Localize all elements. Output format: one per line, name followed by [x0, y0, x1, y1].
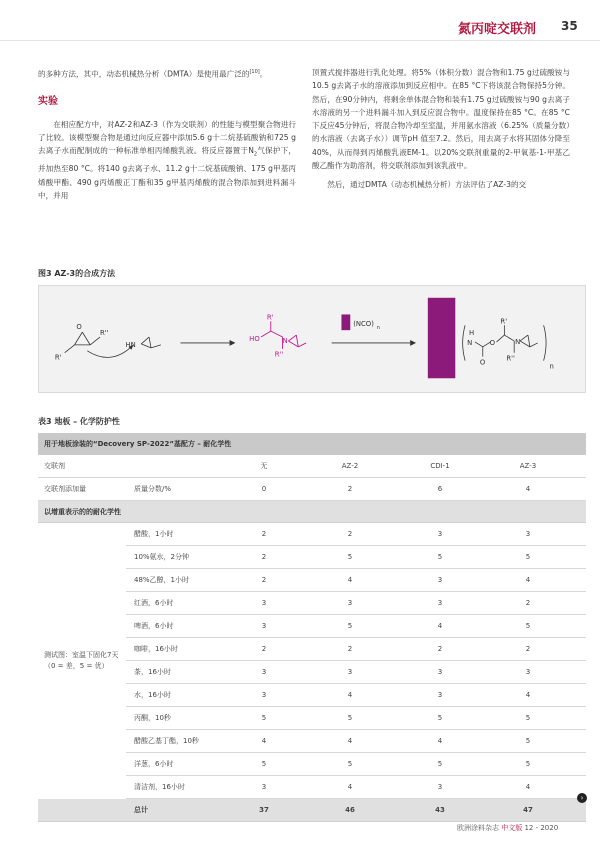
- product-aziridine-n-label: N: [515, 337, 521, 346]
- cell-az2: 4: [347, 737, 353, 745]
- carbamate-bonds: [475, 325, 538, 356]
- cell-az3: 2: [525, 645, 531, 653]
- cell-az3: 5: [525, 553, 531, 561]
- product-r1-label: R': [500, 317, 508, 326]
- table-amount-row: [38, 478, 586, 501]
- left-text-column: [38, 66, 296, 202]
- amount-unit: 质量分数/%: [134, 485, 172, 493]
- amount-az3: 4: [525, 485, 531, 493]
- footer-journal: 欧洲涂料杂志: [457, 824, 499, 832]
- product-h-label: H: [469, 329, 475, 338]
- product-n-label: N: [467, 338, 473, 347]
- cell-cdi1: 3: [437, 668, 443, 676]
- intermediate-r2-label: R'': [274, 350, 284, 359]
- cell-az2: 5: [347, 553, 353, 561]
- cell-cdi1: 3: [437, 576, 443, 584]
- cell-none: 2: [261, 530, 267, 538]
- intro-paragraph: [38, 66, 296, 81]
- table-row: [126, 569, 586, 592]
- cell-az3: 5: [525, 622, 531, 630]
- crosslinker-label: 交联剂: [44, 462, 65, 470]
- row-name: 48%乙醇，1小时: [134, 576, 190, 584]
- experiment-text-a: 在相应配方中，对AZ-2和AZ-3（作为交联剂）的性能与模型聚合物进行了比较。该模型聚合物是通过向反应器中添加5.6 g十二烷基硫酸钠和725 g去离子水而配制成的一种标准单相丙烯酸乳液。将反应器置于N: [38, 119, 296, 156]
- row-name: 咖啡，16小时: [134, 645, 178, 653]
- header-col-cdi1: CDI-1: [430, 462, 450, 470]
- cell-none: 4: [261, 737, 267, 745]
- row-name: 啤酒，6小时: [134, 622, 174, 630]
- header-col-az2: AZ-2: [341, 462, 359, 470]
- table-row: [126, 523, 586, 546]
- cell-none: 2: [261, 576, 267, 584]
- row-name: 水，16小时: [134, 691, 171, 699]
- table-row: [126, 615, 586, 638]
- cell-az2: 4: [347, 783, 353, 791]
- footer-issue: 12 - 2020: [524, 824, 559, 832]
- epoxide-o-label: O: [76, 323, 82, 332]
- header-divider: [0, 40, 600, 41]
- cell-az3: 4: [525, 691, 531, 699]
- product-r2-label: R'': [506, 354, 515, 363]
- row-name: 醋酸，1小时: [134, 530, 174, 538]
- cell-az2: 5: [347, 760, 353, 768]
- table-header-row: [38, 455, 586, 478]
- row-name: 茶，16小时: [134, 668, 171, 676]
- cell-none: 3: [261, 668, 267, 676]
- cell-cdi1: 5: [437, 553, 443, 561]
- intro-text: 的多种方法，其中，动态机械热分析（DMTA）是使用最广泛的: [38, 69, 250, 79]
- cell-az3: 5: [525, 760, 531, 768]
- next-arrow-icon[interactable]: ›: [577, 793, 587, 803]
- cell-az3: 4: [525, 783, 531, 791]
- header-col-az3: AZ-3: [519, 462, 537, 470]
- table-row: [126, 661, 586, 684]
- row-name: 丙酮，10秒: [134, 714, 171, 722]
- amount-none: 0: [261, 485, 267, 493]
- product-carbonyl-o-label: O: [479, 358, 486, 367]
- total-cdi1: 43: [435, 806, 445, 814]
- cell-cdi1: 4: [437, 622, 443, 630]
- cell-none: 2: [261, 645, 267, 653]
- emulsion-paragraph: 顶置式搅拌器进行乳化处理。将5%（体积分数）混合物和1.75 g过硫酸铵与10.5 g去离子水的溶液添加到反应相中。在85 °C下将该混合物保持5分钟。然后，在90分钟内，将剩余单体混合物和装有1.75 g过硫酸铵与90 g去离子水溶液的另一个进料漏斗加入到反应混合物中。温度保持在85 °C。在85 °C下反应45分钟后，将混合物冷却至室温，并用氨水溶液（6.25%（质量分数）的水溶液（去离子水））调节pH 值至7.2。然后，用去离子水将其固体分降至40%，从而得到丙烯酸乳液EM-1。以20%交联剂重量的2-甲氧基-1-甲基乙酸乙酯作为助溶剂，将交联剂添加到该乳液中。: [312, 68, 570, 171]
- intro-end: 。: [259, 69, 268, 79]
- table-row: [126, 638, 586, 661]
- chemical-resistance-table: [38, 433, 586, 822]
- running-header-title: 氮丙啶交联剂: [458, 22, 537, 37]
- table-band-title: 用于地板涂装的“Decovery SP-2022”基配方 – 耐化学性: [38, 433, 586, 455]
- epoxide-structure: [65, 332, 100, 353]
- cell-az2: 4: [347, 691, 353, 699]
- experiment-text-b: 气保护下，并加热至80 °C。将140 g去离子水、11.2 g十二烷基硫酸钠、175 g甲基丙烯酸甲酯、490 g丙烯酸正丁酯和35 g甲基丙烯酸的混合物添加到进料漏斗中，并用: [38, 146, 297, 200]
- cell-az2: 3: [347, 599, 353, 607]
- cell-az3: 3: [525, 668, 531, 676]
- reaction-arrowhead-2: [410, 340, 416, 346]
- left-paren-icon: [463, 325, 465, 360]
- table-caption: 表3 地板 – 化学防护性: [38, 417, 120, 426]
- epoxide-r1-label: R': [54, 353, 62, 362]
- cell-cdi1: 3: [437, 530, 443, 538]
- table-row: [126, 753, 586, 776]
- reaction-arrowhead-1: [230, 340, 236, 346]
- cell-none: 2: [261, 553, 267, 561]
- cell-none: 3: [261, 599, 267, 607]
- aziridine-hn-label: HN: [125, 340, 136, 349]
- isocyanate-n-label: n: [376, 325, 380, 332]
- right-text-column: [312, 66, 570, 192]
- section-heading-experiment: 实验: [38, 95, 58, 107]
- cell-az2: 4: [347, 576, 353, 584]
- cell-none: 3: [261, 691, 267, 699]
- intermediate-r1-label: R': [266, 313, 274, 322]
- isocyanate-block: [341, 314, 350, 330]
- cell-az3: 5: [525, 737, 531, 745]
- cell-az2: 5: [347, 714, 353, 722]
- amount-label: 交联剂添加量: [44, 485, 86, 493]
- row-name: 红酒，6小时: [134, 599, 174, 607]
- intermediate-ho-label: HO: [249, 334, 260, 343]
- total-az2: 46: [345, 806, 355, 814]
- page-number: 35: [561, 19, 578, 33]
- cell-cdi1: 3: [437, 783, 443, 791]
- footer-edition: 中文版: [501, 824, 523, 832]
- repeat-n-label: n: [549, 362, 554, 371]
- cell-az3: 5: [525, 714, 531, 722]
- cell-az3: 2: [525, 599, 531, 607]
- table-row: [126, 707, 586, 730]
- citation-ref: [10]: [249, 69, 260, 75]
- cell-none: 3: [261, 622, 267, 630]
- synthesis-figure: [38, 285, 586, 393]
- row-name: 醋酸乙基丁酯，10秒: [134, 737, 199, 745]
- header-col-none: 无: [260, 462, 268, 470]
- row-name: 清洁剂，16小时: [134, 783, 185, 791]
- cell-az2: 2: [347, 530, 353, 538]
- cell-az2: 2: [347, 645, 353, 653]
- isocyanate-label: (NCO): [353, 320, 374, 329]
- cell-cdi1: 3: [437, 599, 443, 607]
- cell-none: 5: [261, 714, 267, 722]
- cell-cdi1: 3: [437, 691, 443, 699]
- dmta-paragraph: 然后，通过DMTA（动态机械热分析）方法评估了AZ-3的交: [327, 180, 527, 190]
- cell-none: 3: [261, 783, 267, 791]
- aziridine-ring: [141, 337, 161, 348]
- table-total-row: [38, 799, 586, 822]
- intermediate-n-label: N: [282, 336, 288, 345]
- table-row: [126, 684, 586, 707]
- synthesis-scheme: [39, 286, 585, 392]
- cell-cdi1: 5: [437, 714, 443, 722]
- amount-cdi1: 6: [437, 485, 443, 493]
- row-name: 10%氨水，2分钟: [134, 553, 190, 561]
- test-conditions-label: 测试图：室温下固化7天（0 = 差，5 = 优）: [44, 523, 126, 799]
- table-row: [126, 546, 586, 569]
- table-row: [126, 776, 586, 799]
- page-footer: [457, 823, 558, 833]
- cell-cdi1: 2: [437, 645, 443, 653]
- right-paren-icon: [544, 325, 546, 360]
- cell-az3: 3: [525, 530, 531, 538]
- experiment-paragraph: [38, 118, 296, 202]
- product-ester-o-label: O: [489, 338, 496, 347]
- amount-az2: 2: [347, 485, 353, 493]
- total-none: 37: [259, 806, 269, 814]
- cell-cdi1: 5: [437, 760, 443, 768]
- subscript-2: 2: [253, 151, 258, 158]
- total-az3: 47: [523, 806, 533, 814]
- figure-caption: 图3 AZ-3的合成方法: [38, 269, 116, 278]
- total-label: 总计: [134, 806, 148, 814]
- cell-az2: 5: [347, 622, 353, 630]
- epoxide-r2-label: R'': [100, 329, 109, 338]
- table-subheading: 以增重表示的的耐化学性: [38, 501, 586, 523]
- table-row: [126, 592, 586, 615]
- polymer-core-block: [428, 298, 455, 378]
- cell-none: 5: [261, 760, 267, 768]
- test-row-group: [38, 523, 586, 799]
- cell-az2: 3: [347, 668, 353, 676]
- cell-az3: 4: [525, 576, 531, 584]
- row-name: 洋葱，6小时: [134, 760, 174, 768]
- table-row: [126, 730, 586, 753]
- cell-cdi1: 4: [437, 737, 443, 745]
